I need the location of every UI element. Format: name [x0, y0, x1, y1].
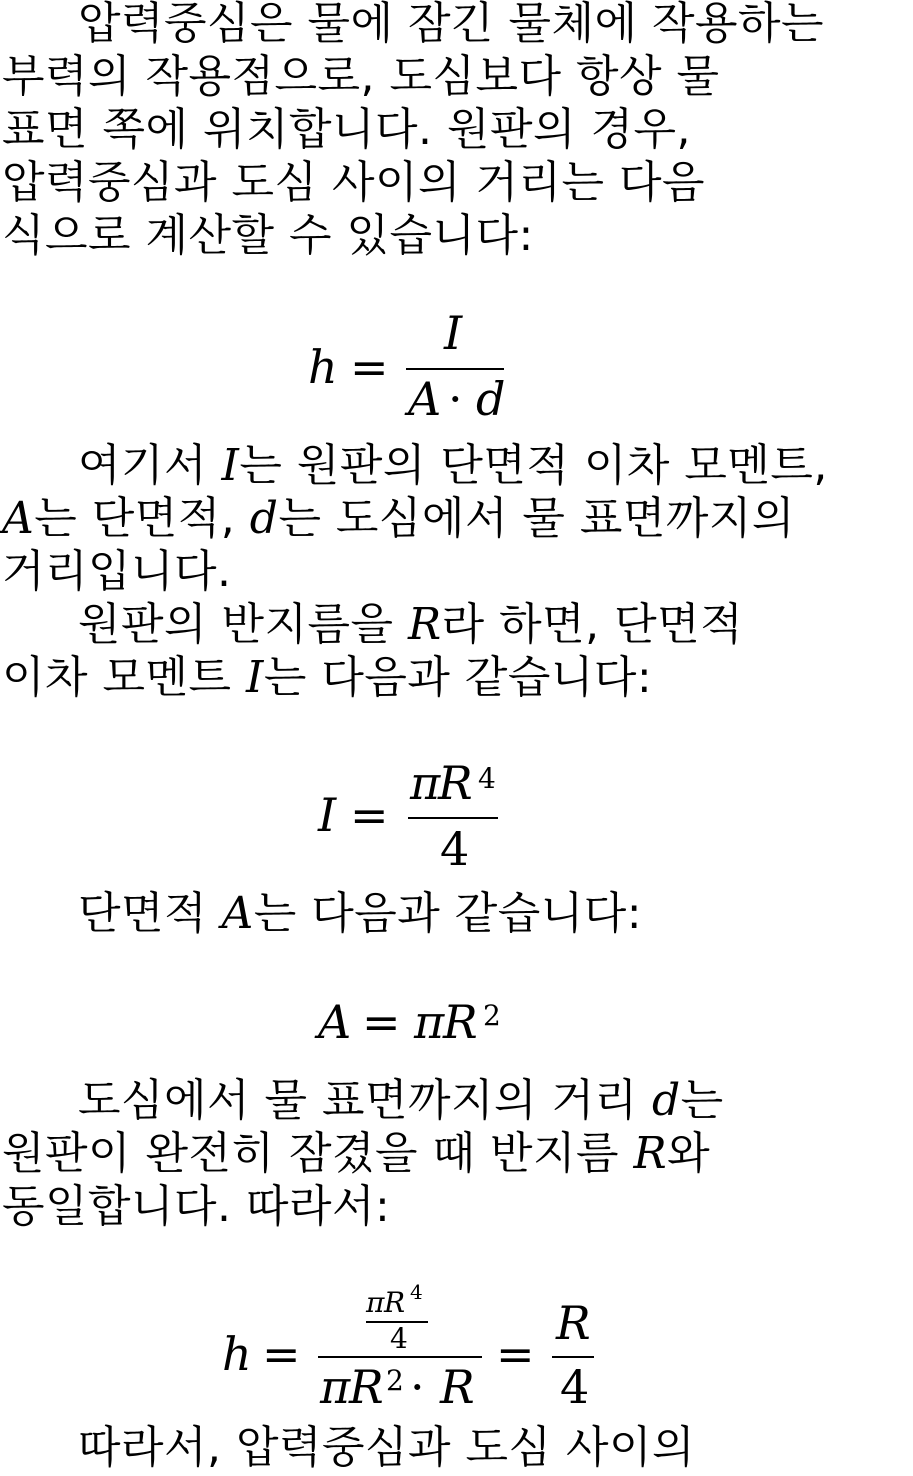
text-line: [2, 491, 795, 547]
fraction-bar: [318, 1356, 482, 1358]
fraction-bar: [408, 817, 498, 819]
math-var: I: [246, 652, 264, 703]
text-line: [78, 1073, 724, 1129]
text-line: 식으로 계산할 수 있습니다:: [2, 210, 534, 261]
text-line: 부력의 작용점으로, 도심보다 항상 물: [2, 51, 720, 102]
eq-denominator: 4: [560, 1360, 590, 1414]
eq-symbol: R: [349, 1360, 384, 1414]
math-var: d: [249, 493, 279, 544]
text-span: 는 도심에서 물 표면까지의: [278, 493, 795, 544]
eq-equals: =: [362, 995, 401, 1049]
eq-equals: =: [262, 1327, 301, 1381]
eq-symbol: R: [440, 1360, 475, 1414]
math-var: d: [652, 1075, 681, 1126]
text-line: 따라서, 압력중심과 도심 사이의: [78, 1422, 695, 1473]
text-span: 와: [667, 1128, 711, 1179]
text-line: 압력중심은 물에 잠긴 물체에 작용하는: [78, 0, 825, 49]
eq-pi: π: [366, 1286, 385, 1319]
eq-exponent: 4: [478, 762, 496, 795]
fraction-bar: [552, 1356, 594, 1358]
text-span: 는 원판의 단면적 이차 모멘트,: [239, 440, 828, 491]
math-var: A: [221, 888, 254, 939]
eq-exponent: 2: [483, 999, 501, 1032]
eq-symbol: A: [318, 995, 352, 1049]
eq-dot: ·: [410, 1360, 425, 1414]
text-span: 원판의 반지름을: [78, 599, 408, 650]
eq-pi: π: [410, 756, 441, 810]
eq-equals: =: [350, 788, 389, 842]
eq-symbol: R: [438, 756, 473, 810]
text-line: 거리입니다.: [2, 546, 232, 597]
text-span: 는 단면적,: [34, 493, 250, 544]
text-span: 라 하면, 단면적: [441, 599, 744, 650]
eq-exponent: 4: [410, 1280, 423, 1304]
eq-pi: π: [320, 1360, 351, 1414]
eq-equals: =: [350, 340, 389, 394]
text-span: 도심에서 물 표면까지의 거리: [78, 1075, 652, 1126]
text-span: 여기서: [78, 440, 222, 491]
eq-symbol: R: [443, 995, 478, 1049]
text-span: 는: [680, 1075, 724, 1126]
text-span: 는 다음과 같습니다:: [253, 888, 643, 939]
fraction-bar: [406, 368, 504, 370]
text-span: 단면적: [78, 888, 222, 939]
eq-symbol: I: [318, 788, 337, 842]
eq-symbol: d: [476, 372, 506, 426]
math-var: I: [221, 440, 240, 491]
text-span: 는 다음과 같습니다:: [263, 652, 653, 703]
eq-exponent: 2: [386, 1364, 404, 1397]
text-line: [2, 650, 652, 706]
eq-symbol: R: [384, 1286, 406, 1319]
eq-denominator: 4: [440, 822, 470, 876]
eq-symbol: h: [222, 1327, 252, 1381]
math-var: A: [2, 493, 35, 544]
eq-pi: π: [414, 995, 445, 1049]
eq-equals: =: [496, 1327, 535, 1381]
text-line: [2, 1126, 710, 1182]
text-span: 이차 모멘트: [2, 652, 246, 703]
text-span: 원판이 완전히 잠겼을 때 반지름: [2, 1128, 634, 1179]
text-line: 압력중심과 도심 사이의 거리는 다음: [2, 157, 706, 208]
text-line: 동일합니다. 따라서:: [2, 1181, 391, 1232]
math-var: R: [633, 1128, 668, 1179]
eq-numerator: R: [556, 1296, 591, 1350]
eq-symbol: h: [308, 340, 338, 394]
eq-dot: ·: [448, 372, 463, 426]
math-var: R: [408, 599, 442, 650]
text-line: [78, 438, 828, 494]
text-line: [78, 597, 743, 653]
eq-symbol: A: [408, 372, 442, 426]
text-line: [78, 886, 642, 942]
eq-numerator: I: [444, 306, 463, 360]
eq-denominator: 4: [390, 1322, 408, 1355]
text-line: 표면 쪽에 위치합니다. 원판의 경우,: [2, 104, 691, 155]
